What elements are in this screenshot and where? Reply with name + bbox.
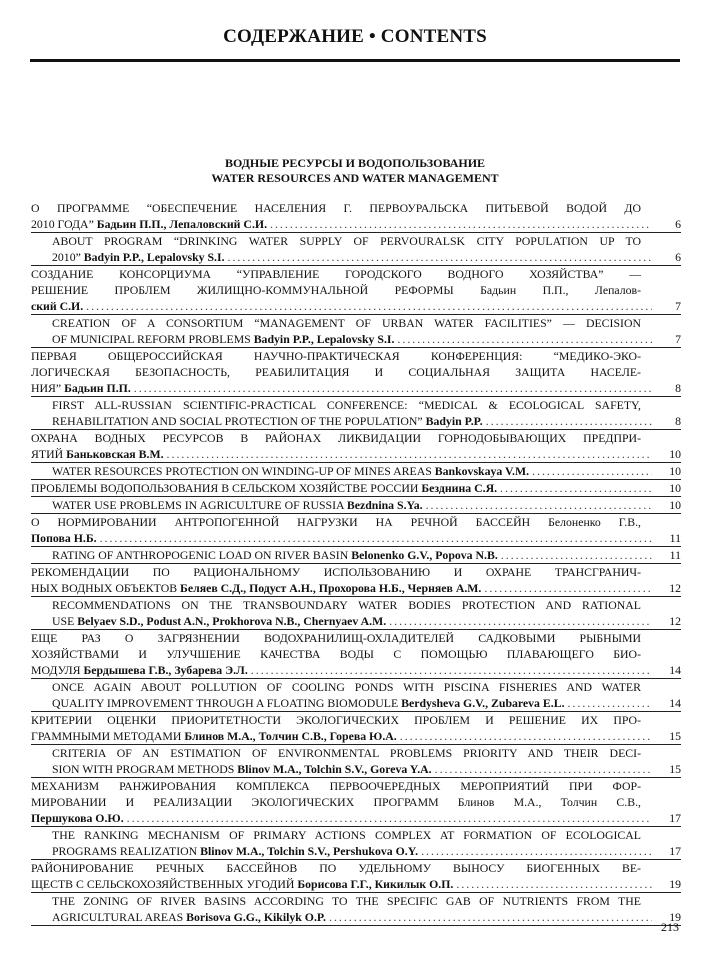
toc-entry-title-line: РЕШЕНИЕ ПРОБЛЕМ ЖИЛИЩНО-КОММУНАЛЬНОЙ РЕФОРМЫ Бадьин П.П., Лепалов-: [31, 283, 641, 297]
toc-entry-title-end: [52, 331, 394, 347]
toc-entry-title-line: ЛОГИЧЕСКАЯ БЕЗОПАСНОСТЬ, РЕАБИЛИТАЦИЯ И СОЦИАЛЬНАЯ ЗАЩИТА НАСЕЛЕ-: [31, 365, 641, 379]
toc-entry-title-end: [52, 413, 483, 429]
toc-entry-title-end: [31, 480, 497, 496]
toc-entry-title-end: [31, 810, 124, 826]
toc-entry-authors: Беляев С.Д., Подуст А.Н., Прохорова Н.Б., Черняев А.М.: [180, 581, 482, 595]
toc-entry-title-end: [52, 761, 432, 777]
toc-entry-en: [31, 233, 681, 266]
toc-entry-page: 8: [675, 414, 681, 428]
dot-leader: [86, 298, 652, 314]
toc-entry-title: НИЯ”: [31, 381, 65, 395]
toc-entry-authors: Blinov M.A., Tolchin S.V., Goreva Y.A.: [237, 762, 432, 776]
toc-entry-ru: [31, 348, 681, 397]
dot-leader: [500, 480, 652, 496]
page-number: 213: [661, 920, 679, 934]
toc-entry-title-line: МИРОВАНИИ И РЕАЛИЗАЦИИ ЭКОЛОГИЧЕСКИХ ПРОГРАММ Блинов М.А., Толчин С.В.,: [31, 795, 641, 809]
toc-entry-page: 11: [669, 548, 681, 562]
toc-entry-page: 17: [669, 811, 681, 825]
toc-entry-title-end: [31, 216, 267, 232]
toc-entry-authors: Баньковская В.М.: [66, 447, 164, 461]
dot-leader: [167, 446, 652, 462]
toc-entry-authors: Badyin P.P., Lepalovsky S.I.: [253, 332, 395, 346]
toc-entry-en: [31, 745, 681, 778]
toc-entry-authors: Першукова О.Ю.: [31, 811, 124, 825]
toc-entry-page: 10: [669, 481, 681, 495]
toc-entry-title: WATER USE PROBLEMS IN AGRICULTURE OF RUSSIA: [52, 498, 347, 512]
toc-entry-title-line: CRITERIA OF AN ESTIMATION OF ENVIRONMENTAL PROBLEMS PRIORITY AND THEIR DECI-: [52, 746, 641, 760]
toc-entry-title-line: ОХРАНА ВОДНЫХ РЕСУРСОВ В РАЙОНАХ ЛИКВИДАЦИИ ГОРНОДОБЫВАЮЩИХ ПРЕДПРИ-: [31, 431, 641, 445]
toc-entry-page: 14: [669, 696, 681, 710]
toc-entry-authors: Borisova G.G., Kikilyk O.P.: [186, 910, 326, 924]
toc-entry-title: RATING OF ANTHROPOGENIC LOAD ON RIVER BASIN: [52, 548, 352, 562]
toc-entry-en: [31, 547, 681, 564]
toc-entry-title-end: [31, 446, 164, 462]
toc-entry-ru: [31, 860, 681, 893]
toc-entry-title: REHABILITATION AND SOCIAL PROTECTION OF THE POPULATION”: [52, 414, 426, 428]
toc-entry-authors: Бадьин П.П., Лепаловский С.И.: [96, 217, 268, 231]
toc-entry-title-end: [31, 530, 97, 546]
toc-entry-title: ГРАММНЫМИ МЕТОДАМИ: [31, 729, 185, 743]
toc-entry-authors: Bezdnina S.Ya.: [346, 498, 423, 512]
dot-leader: [329, 909, 652, 925]
toc-entry-authors: Belonenko G.V., Popova N.B.: [351, 548, 498, 562]
dot-leader: [228, 249, 652, 265]
toc-entry-title: PROGRAMS REALIZATION: [52, 844, 201, 858]
toc-entry-page: 10: [669, 447, 681, 461]
toc-entry-authors: Berdysheva G.V., Zubareva E.L.: [401, 696, 565, 710]
toc-entry-title-line: КРИТЕРИИ ОЦЕНКИ ПРИОРИТЕТНОСТИ ЭКОЛОГИЧЕСКИХ ПРОБЛЕМ И РЕШЕНИЕ ИХ ПРО-: [31, 713, 641, 727]
toc-entry-title: ЩЕСТВ С СЕЛЬСКОХОЗЯЙСТВЕННЫХ УГОДИЙ: [31, 877, 298, 891]
toc-entry-title-line: ПЕРВАЯ ОБЩЕРОССИЙСКАЯ НАУЧНО-ПРАКТИЧЕСКАЯ КОНФЕРЕНЦИЯ: “МЕДИКО-ЭКО-: [31, 349, 641, 363]
dot-leader: [568, 695, 652, 711]
toc-entry-authors: Бадьин П.П.: [64, 381, 131, 395]
toc-entry-page: 7: [675, 299, 681, 313]
toc-entry-page: 11: [669, 531, 681, 545]
toc-entry-page: 12: [669, 614, 681, 628]
toc-entry-page: 15: [669, 762, 681, 776]
toc-entry-authors: Борисова Г.Г., Кикилык О.П.: [297, 877, 454, 891]
section-title-ru: ВОДНЫЕ РЕСУРСЫ И ВОДОПОЛЬЗОВАНИЕ: [224, 156, 486, 170]
dot-leader: [501, 547, 652, 563]
table-of-contents: [31, 200, 681, 926]
toc-entry-page: 6: [675, 250, 681, 264]
toc-entry-title-line: THE RANKING MECHANISM OF PRIMARY ACTIONS COMPLEX AT FORMATION OF ECOLOGICAL: [52, 828, 641, 842]
toc-entry-page: 19: [669, 877, 681, 891]
toc-entry-title-line: CREATION OF A CONSORTIUM “MANAGEMENT OF URBAN WATER FACILITIES” — DECISION: [52, 316, 641, 330]
toc-entry-page: 12: [669, 581, 681, 595]
section-heading: [0, 156, 710, 186]
header-divider: [30, 59, 680, 62]
dot-leader: [484, 580, 652, 596]
dot-leader: [421, 843, 652, 859]
toc-entry-authors: Bankovskaya V.M.: [434, 464, 530, 478]
toc-entry-en: [31, 463, 681, 480]
toc-entry-title: USE: [52, 614, 78, 628]
toc-entry-title-end: [52, 909, 326, 925]
toc-entry-title: МОДУЛЯ: [31, 663, 84, 677]
dot-leader: [435, 761, 652, 777]
dot-leader: [400, 728, 652, 744]
toc-entry-title: ЯТИЙ: [31, 447, 67, 461]
toc-entry-en: [31, 827, 681, 860]
toc-entry-en: [31, 497, 681, 514]
toc-entry-authors: Блинов М.А., Толчин С.В., Горева Ю.А.: [184, 729, 397, 743]
toc-entry-page: 7: [675, 332, 681, 346]
toc-entry-authors: Belyaev S.D., Podust A.N., Prokhorova N.B., Chernyaev A.M.: [77, 614, 387, 628]
toc-entry-en: [31, 397, 681, 430]
toc-entry-title: ПРОБЛЕМЫ ВОДОПОЛЬЗОВАНИЯ В СЕЛЬСКОМ ХОЗЯЙСТВЕ РОССИИ: [31, 481, 422, 495]
toc-entry-ru: [31, 200, 681, 233]
toc-entry-page: 10: [669, 498, 681, 512]
toc-entry-title-line: О ПРОГРАММЕ “ОБЕСПЕЧЕНИЕ НАСЕЛЕНИЯ Г. ПЕРВОУРАЛЬСКА ПИТЬЕВОЙ ВОДОЙ ДО: [31, 201, 641, 215]
toc-entry-en: [31, 893, 681, 926]
toc-entry-title-line: ONCE AGAIN ABOUT POLLUTION OF COOLING PONDS WITH PISCINA FISHERIES AND WATER: [52, 680, 641, 694]
dot-leader: [127, 810, 652, 826]
toc-entry-title: НЫХ ВОДНЫХ ОБЪЕКТОВ: [31, 581, 181, 595]
dot-leader: [397, 331, 652, 347]
toc-entry-title-end: [31, 380, 131, 396]
toc-entry-authors: Blinov M.A., Tolchin S.V., Pershukova O.Y.: [200, 844, 419, 858]
toc-entry-title-end: [31, 662, 248, 678]
toc-entry-page: 17: [669, 844, 681, 858]
toc-entry-title-end: [52, 497, 423, 513]
toc-entry-title-end: [52, 249, 225, 265]
dot-leader: [100, 530, 652, 546]
toc-entry-title-end: [52, 547, 498, 563]
dot-leader: [134, 380, 652, 396]
toc-entry-title-end: [31, 298, 83, 314]
toc-entry-ru: [31, 564, 681, 597]
toc-entry-title-line: СОЗДАНИЕ КОНСОРЦИУМА “УПРАВЛЕНИЕ ГОРОДСКОГО ВОДНОГО ХОЗЯЙСТВА” —: [31, 267, 641, 281]
toc-entry-title-line: RECOMMENDATIONS ON THE TRANSBOUNDARY WATER BODIES PROTECTION AND RATIONAL: [52, 598, 641, 612]
toc-entry-en: [31, 679, 681, 712]
toc-entry-title-line: ХОЗЯЙСТВАМИ И УЛУЧШЕНИЕ КАЧЕСТВА ВОДЫ С ПОМОЩЬЮ ПЛАВАЮЩЕГО БИО-: [31, 647, 641, 661]
toc-entry-authors: Badyin P.P., Lepalovsky S.I.: [83, 250, 225, 264]
toc-entry-title-end: [31, 876, 453, 892]
toc-entry-title: 2010”: [52, 250, 84, 264]
toc-entry-ru: [31, 266, 681, 315]
toc-entry-title-line: ЕЩЕ РАЗ О ЗАГРЯЗНЕНИИ ВОДОХРАНИЛИЩ-ОХЛАДИТЕЛЕЙ САДКОВЫМИ РЫБНЫМИ: [31, 631, 641, 645]
toc-entry-ru: [31, 480, 681, 497]
toc-entry-title: AGRICULTURAL AREAS: [52, 910, 187, 924]
toc-entry-page: 14: [669, 663, 681, 677]
toc-entry-authors: Безднина С.Я.: [421, 481, 498, 495]
toc-entry-title: 2010 ГОДА”: [31, 217, 97, 231]
toc-entry-title-line: МЕХАНИЗМ РАНЖИРОВАНИЯ КОМПЛЕКСА ПЕРВООЧЕРЕДНЫХ МЕРОПРИЯТИЙ ПРИ ФОР-: [31, 779, 641, 793]
toc-entry-page: 19: [669, 910, 681, 924]
toc-entry-page: 15: [669, 729, 681, 743]
toc-entry-title: QUALITY IMPROVEMENT THROUGH A FLOATING BIOMODULE: [52, 696, 402, 710]
toc-entry-en: [31, 597, 681, 630]
toc-entry-title-end: [31, 580, 481, 596]
toc-entry-title-line: РАЙОНИРОВАНИЕ РЕЧНЫХ БАССЕЙНОВ ПО УДЕЛЬНОМУ ВЫНОСУ БИОГЕННЫХ ВЕ-: [31, 861, 641, 875]
toc-entry-title-line: РЕКОМЕНДАЦИИ ПО РАЦИОНАЛЬНОМУ ИСПОЛЬЗОВАНИЮ И ОХРАНЕ ТРАНСГРАНИЧ-: [31, 565, 641, 579]
toc-entry-ru: [31, 630, 681, 679]
toc-entry-title-end: [31, 728, 397, 744]
dot-leader: [251, 662, 652, 678]
dot-leader: [456, 876, 652, 892]
toc-entry-page: 8: [675, 381, 681, 395]
page-header-title: СОДЕРЖАНИЕ • CONTENTS: [223, 26, 487, 47]
toc-entry-authors: ский С.И.: [31, 299, 84, 313]
toc-entry-title: OF MUNICIPAL REFORM PROBLEMS: [52, 332, 254, 346]
toc-entry-title-line: FIRST ALL-RUSSIAN SCIENTIFIC-PRACTICAL CONFERENCE: “MEDICAL & ECOLOGICAL SAFETY,: [52, 398, 641, 412]
toc-entry-title: SION WITH PROGRAM METHODS: [52, 762, 238, 776]
toc-entry-title: WATER RESOURCES PROTECTION ON WINDING-UP OF MINES AREAS: [52, 464, 435, 478]
dot-leader: [270, 216, 652, 232]
dot-leader: [426, 497, 652, 513]
toc-entry-authors: Badyin P.P.: [425, 414, 483, 428]
toc-entry-page: 10: [669, 464, 681, 478]
toc-entry-title-line: ABOUT PROGRAM “DRINKING WATER SUPPLY OF PERVOURALSK CITY POPULATION UP TO: [52, 234, 641, 248]
toc-entry-authors: Попова Н.Б.: [31, 531, 97, 545]
toc-entry-authors: Бердышева Г.В., Зубарева Э.Л.: [83, 663, 248, 677]
toc-entry-title-line: О НОРМИРОВАНИИ АНТРОПОГЕННОЙ НАГРУЗКИ НА РЕЧНОЙ БАССЕЙН Белоненко Г.В.,: [31, 515, 641, 529]
toc-entry-ru: [31, 778, 681, 827]
dot-leader: [389, 613, 652, 629]
toc-entry-title-end: [52, 843, 418, 859]
dot-leader: [532, 463, 652, 479]
dot-leader: [486, 413, 652, 429]
toc-entry-ru: [31, 430, 681, 463]
toc-entry-title-end: [52, 463, 529, 479]
toc-entry-title-line: THE ZONING OF RIVER BASINS ACCORDING TO THE SPECIFIC GAB OF NUTRIENTS FROM THE: [52, 894, 641, 908]
toc-entry-ru: [31, 514, 681, 547]
toc-entry-page: 6: [675, 217, 681, 231]
toc-entry-en: [31, 315, 681, 348]
toc-entry-ru: [31, 712, 681, 745]
toc-entry-title-end: [52, 613, 386, 629]
toc-entry-title-end: [52, 695, 565, 711]
section-title-en: WATER RESOURCES AND WATER MANAGEMENT: [211, 171, 499, 185]
